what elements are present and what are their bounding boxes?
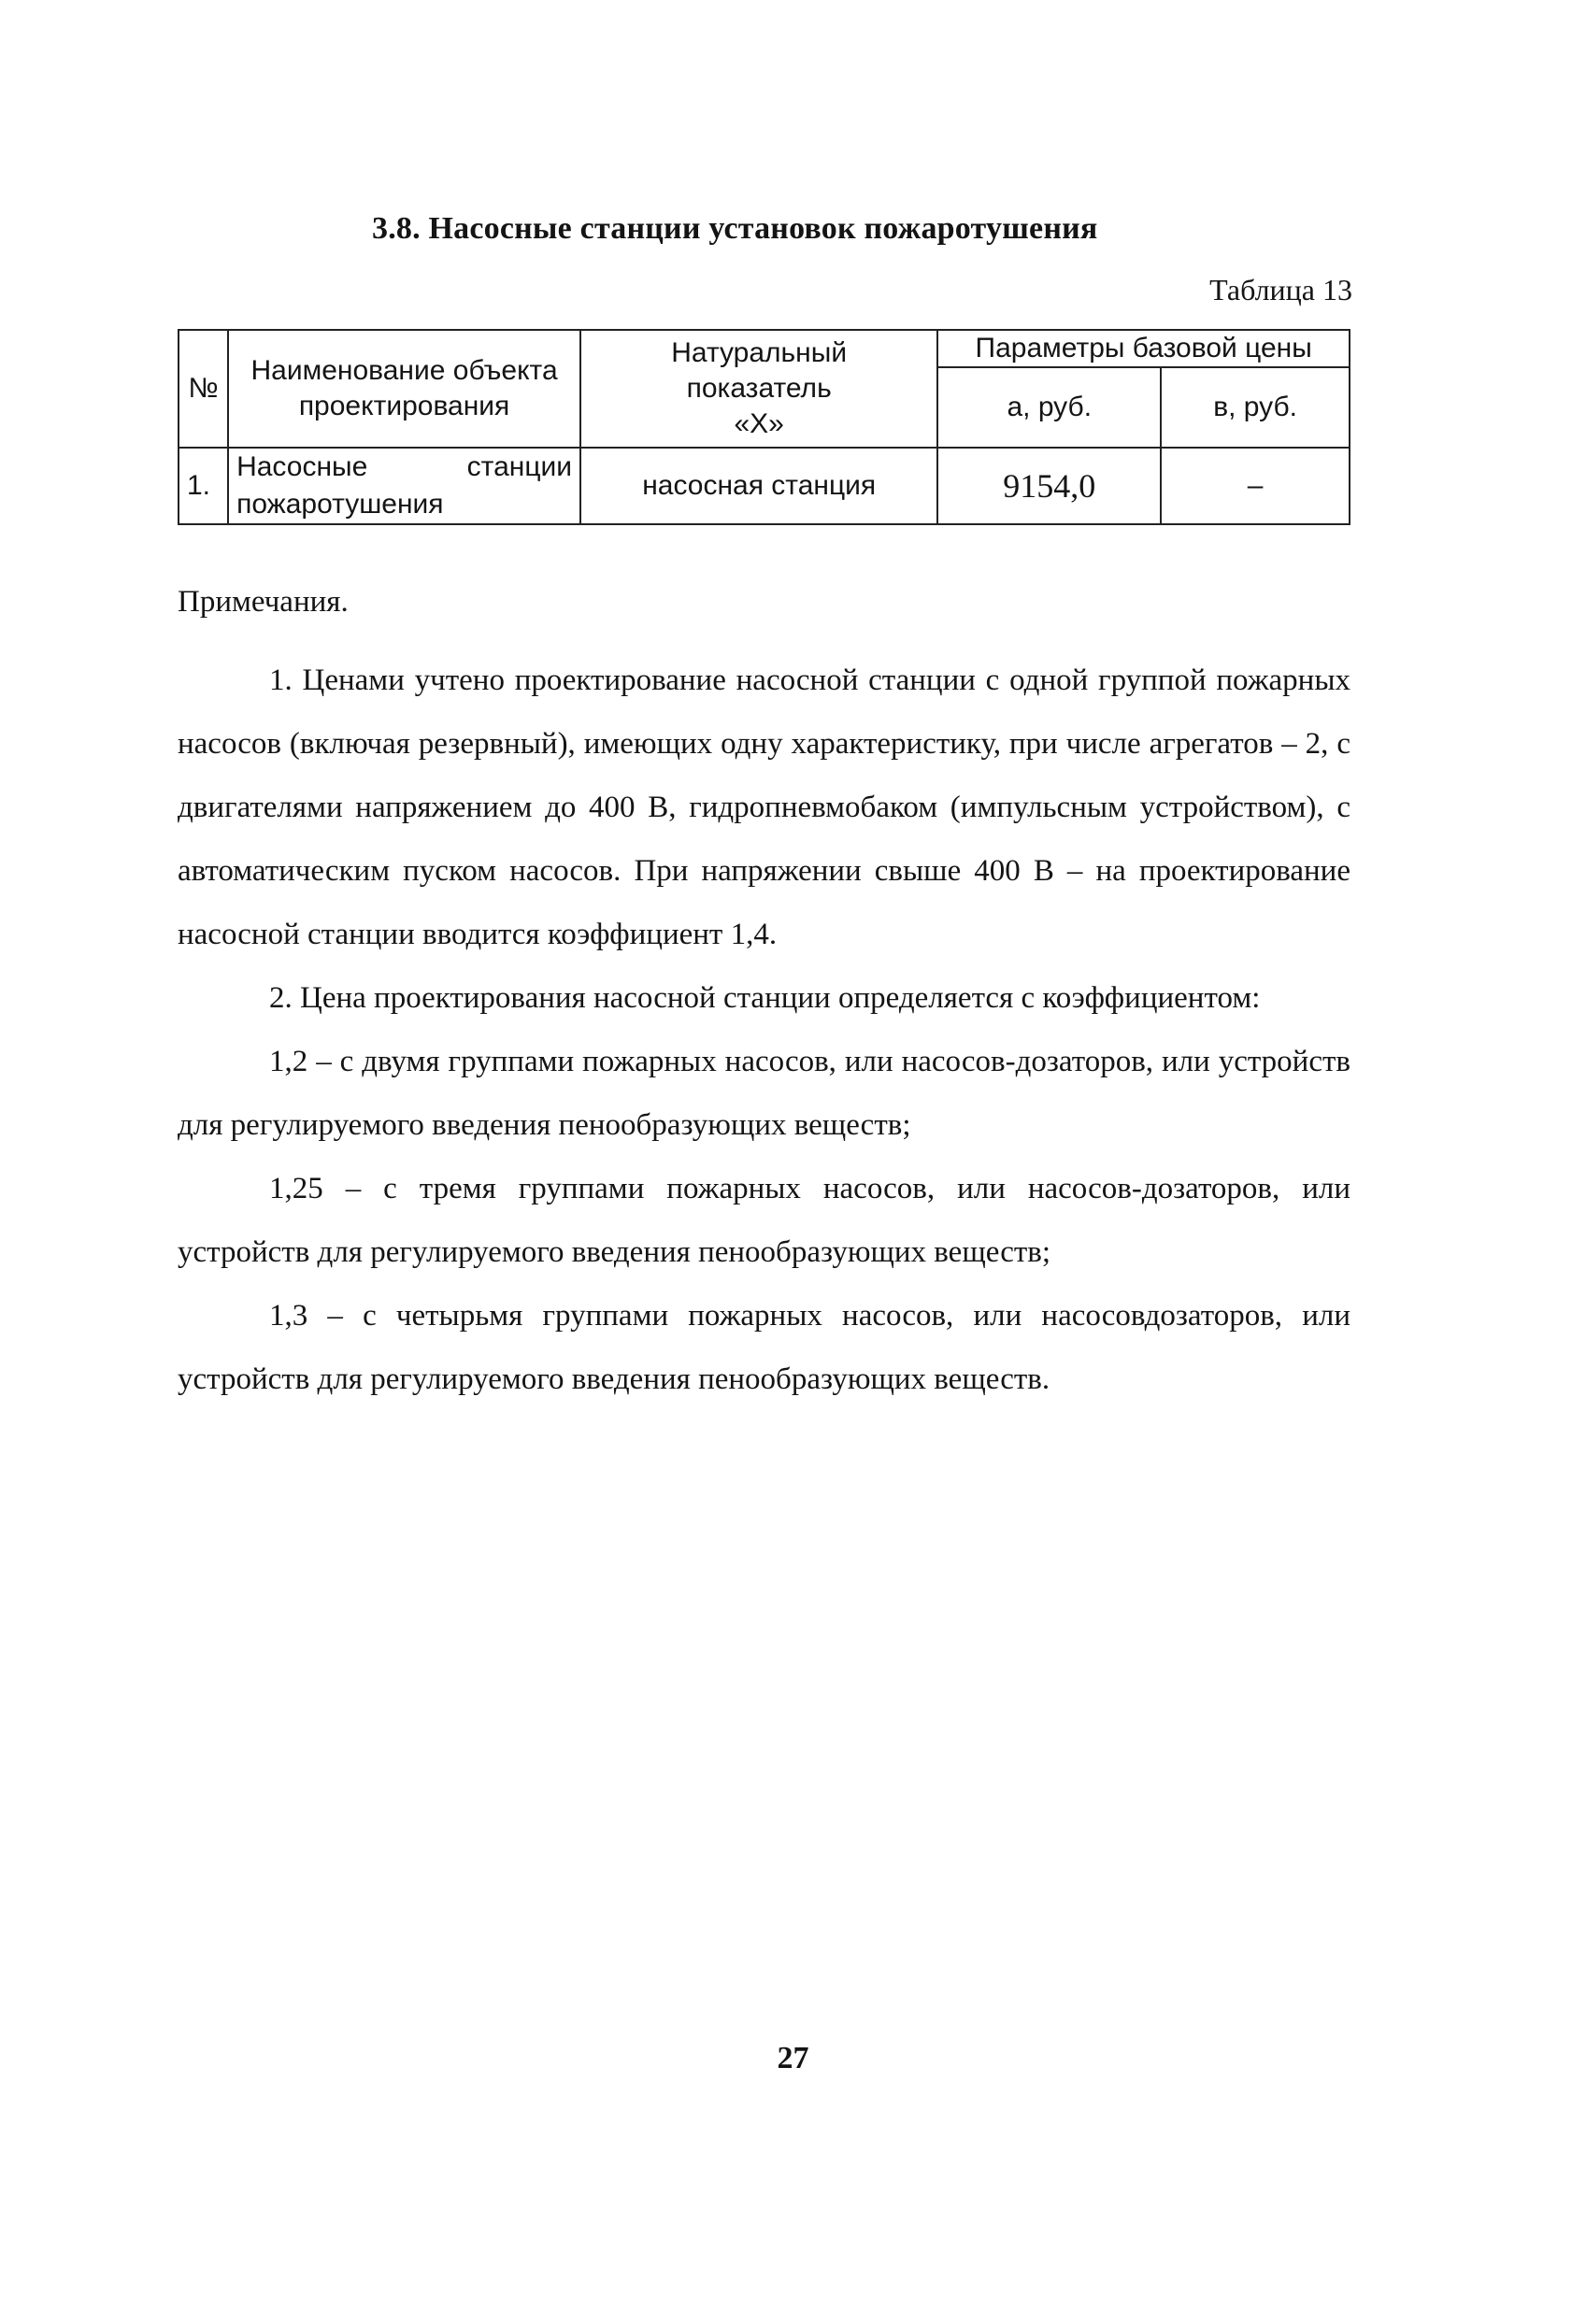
table-row [179, 448, 1350, 524]
header-col-a: а, руб. [937, 367, 1161, 448]
header-name: Наименование объекта проектирования [228, 330, 580, 448]
header-group-base-price: Параметры базовой цены [937, 330, 1350, 367]
note-item-4: 1,25 – с тремя группами пожарных насосов, или насосов-дозаторов, или устройств для регулируемого введения пенообразующих веществ; [178, 1172, 1350, 1269]
section-heading: 3.8. Насосные станции установок пожаротушения [372, 211, 1098, 246]
price-table [178, 329, 1350, 525]
row-value-b: – [1161, 448, 1350, 524]
table-header-row [179, 330, 1350, 367]
row-name-word2: станции [466, 451, 573, 482]
header-indicator [580, 330, 937, 448]
note-item-1: 1. Ценами учтено проектирование насосной станции с одной группой пожарных насосов (включая резервный), имеющих одну характеристику, при числе агрегатов – 2, с двигателями напряжением до 400 В, гидропневмобаком (импульсным устройством), с автоматическим пуском насосов. При напряжении свыше 400 В – на проектирование насосной станции вводится коэффициент 1,4. [178, 663, 1350, 951]
row-name-word1: Насосные [236, 451, 368, 482]
page-number: 27 [777, 2041, 809, 2075]
table-label: Таблица 13 [1209, 273, 1352, 307]
note-item-2: 2. Цена проектирования насосной станции определяется с коэффициентом: [269, 981, 1261, 1015]
header-indicator-line1: Натуральный [671, 337, 848, 368]
header-num: № [179, 330, 228, 448]
row-value-a: 9154,0 [937, 448, 1161, 524]
notes-body [178, 649, 1350, 1411]
note-item-5: 1,3 – с четырьмя группами пожарных насосов, или насосовдозаторов, или устройств для регулируемого введения пенообразующих веществ. [178, 1299, 1350, 1396]
row-name-line2: пожаротушения [236, 489, 444, 520]
row-indicator: насосная станция [580, 448, 937, 524]
header-indicator-line3: «X» [734, 408, 784, 439]
header-indicator-line2: показатель [686, 373, 832, 404]
row-name [228, 448, 580, 524]
row-num: 1. [179, 448, 228, 524]
note-item-3: 1,2 – с двумя группами пожарных насосов, или насосов-дозаторов, или устройств для регулируемого введения пенообразующих веществ; [178, 1045, 1350, 1142]
header-col-b: в, руб. [1161, 367, 1350, 448]
notes-title: Примечания. [178, 585, 349, 619]
